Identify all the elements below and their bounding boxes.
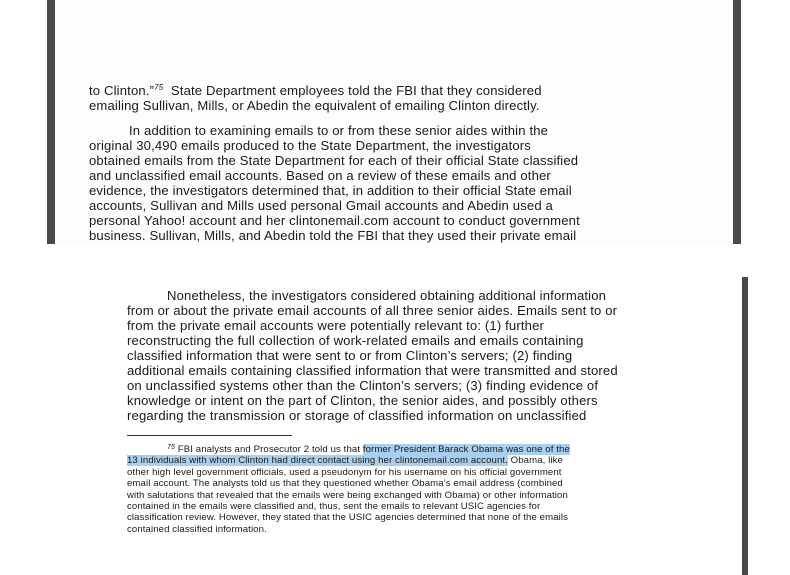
text-line: Nonetheless, the investigators considered obtaining additional information (167, 288, 607, 303)
text-line: on unclassified systems other than the Clinton’s servers; (3) finding evidence of (127, 378, 599, 393)
text-line: accounts, Sullivan and Mills used personal Gmail accounts and Abedin used a (89, 198, 553, 213)
text-line: reconstructing the full collection of work-related emails and emails containing (127, 333, 584, 348)
text-line: regarding the transmission or storage of classified information on unclassified (127, 408, 587, 423)
footnote-divider (127, 435, 292, 436)
text-line: from the private email accounts were potentially relevant to: (1) further (127, 318, 545, 333)
text-line: original 30,490 emails produced to the State Department, the investigators (89, 138, 531, 153)
text-line: evidence, the investigators determined that, in addition to their official State email (89, 183, 572, 198)
footnote-line: 13 individuals with whom Clinton had direct contact using her clintonemail.com account. Obama, like (127, 455, 563, 467)
footnote-line: classification review. However, they stated that the USIC agencies determined that none of the emails (127, 512, 568, 524)
text-line: In addition to examining emails to or from these senior aides within the (129, 123, 549, 138)
footnote-line: $^{75}$ FBI analysts and Prosecutor 2 told us that former President Barack Obama was one of the (167, 444, 570, 455)
top-page-text (89, 83, 649, 243)
footnote-line: contained classified information. (127, 523, 267, 535)
footnote-line: other high level government officials, used a pseudonym for his username on his official government (127, 466, 562, 478)
text-line: obtained emails from the State Department for each of their official State classified (89, 153, 579, 168)
text-line: additional emails containing classified information that were transmitted and stored (127, 363, 618, 378)
bottom-page-text (127, 288, 687, 423)
text-line: personal Yahoo! account and her clintonemail.com account to conduct government (89, 213, 580, 228)
text-line: business. Sullivan, Mills, and Abedin told the FBI that they used their private email (89, 228, 577, 243)
footnote-line: with salutations that revealed that the emails were being exchanged with Obama) or other information (127, 489, 568, 501)
text-line: knowledge or intent on the part of Clinton, the senior aides, and possibly others (127, 393, 598, 408)
text-line: to Clinton.”$^{75}$ State Department employees told the FBI that they considered (89, 83, 542, 98)
selected-text[interactable]: 13 individuals with whom Clinton had direct contact using her clintonemail.com account. (127, 455, 508, 467)
footnote-line: email account. The analysts told us that they questioned whether Obama’s email address (combined (127, 478, 563, 490)
text-line: and unclassified email accounts. Based on a review of these emails and other (89, 168, 551, 183)
text-line: classified information that were sent to or from Clinton’s servers; (2) finding (127, 348, 573, 363)
footnote-75 (127, 442, 687, 535)
document-page-bottom (0, 277, 748, 575)
top-paragraph-2 (89, 123, 649, 243)
selected-text[interactable]: former President Barack Obama was one of the (362, 444, 570, 455)
footnote-number: 75 (167, 444, 175, 451)
footnote-ref-75[interactable]: 75 (154, 83, 164, 92)
bottom-paragraph (127, 288, 687, 423)
footnote-line: contained in the emails were classified and, thus, sent the emails to relevant USIC agencies for (127, 501, 541, 513)
top-paragraph-1 (89, 83, 649, 113)
text-line: emailing Sullivan, Mills, or Abedin the equivalent of emailing Clinton directly. (89, 98, 540, 113)
text-line: from or about the private email accounts of all three senior aides. Emails sent to or (127, 303, 618, 318)
